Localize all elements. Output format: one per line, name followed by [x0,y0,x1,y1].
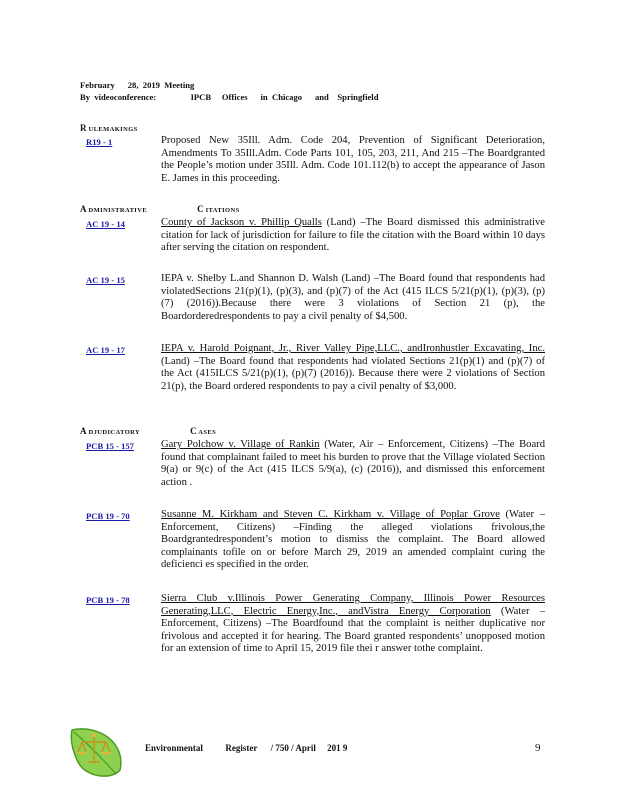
page-number: 9 [535,742,541,754]
entry-ac-19-14: County of Jackson v. Phillip Qualls (Land) –The Board dismissed this administrative citation for lack of jurisdiction for failure to file the citation with the Board within 10 days after serving the citation on respondent. [161,217,545,254]
case-link-pcb-19-70[interactable]: PCB 19 - 70 [86,511,130,521]
case-link-r19-1[interactable]: R19 - 1 [86,137,113,147]
entry-ac-19-17: IEPA v. Harold Poignant, Jr., River Valley Pipe,LLC., andIronhustler Excavating, Inc. (Land) –The Board found that respondents had violated Sections 21(p)(1) and (p)(7) of the Act (415ILCS 5/21(p)(1), (p)(7) (2016)). Because there were 2 violations of Section 21(p), the Board ordered respondents to pay a civil penalty of $3,000. [161,343,545,392]
entry-ac-19-15: IEPA v. Shelby L.and Shannon D. Walsh (Land) –The Board found that respondents had violatedSections 21(p)(1), (p)(3), and (p)(7) of the Act (415 ILCS 5/21(p)(1), (p)(3), (p)(7) (2016)).Because there were 3 violations of Section 21 (p), the Boardorderedrespondents to pay a civil penalty of $4,500. [161,273,545,322]
case-link-pcb-19-78[interactable]: PCB 19 - 78 [86,595,130,605]
section-adjudicatory-cases: A DJUDICATORY C ASES [80,426,217,436]
section-rulemakings: R ULEMAKINGS [80,123,138,133]
leaf-scale-logo-icon [66,722,128,780]
case-link-ac-19-15[interactable]: AC 19 - 15 [86,275,125,285]
case-link-ac-19-14[interactable]: AC 19 - 14 [86,219,125,229]
section-administrative-citations: A DMINISTRATIVE C ITATIONS [80,204,240,214]
entry-pcb-15-157: Gary Polchow v. Village of Rankin (Water, Air – Enforcement, Citizens) –The Board found that complainant failed to meet his burden to prove that the Village violated Section 9(a) or 9(c) of the Act (415 ILCS 5/9(a), (c) (2016)), and dismissed this enforcement action . [161,439,545,488]
meeting-location: By videoconference: IPCB Offices in Chicago and Springfield [80,92,379,102]
entry-r19-1: Proposed New 35Ill. Adm. Code 204, Prevention of Significant Deterioration, Amendments To 35Ill.Adm. Code Parts 101, 105, 203, 211, And 215 –The Boardgranted the People’s motion under 35Ill. Adm. Code 101.112(b) to accept the appearance of Jason E. James in this proceeding. [161,135,545,184]
entry-pcb-19-70: Susanne M. Kirkham and Steven C. Kirkham v. Village of Poplar Grove (Water –Enforcement, Citizens) –Finding the alleged violations frivolous,the Boardgrantedrespondent’s motion to dismiss the complaint. The Board allowed complainants tofile on or before March 29, 2019 an amended complaint curing the deficienci es specified in the order. [161,509,545,571]
case-link-ac-19-17[interactable]: AC 19 - 17 [86,345,125,355]
meeting-date: February 28, 2019 Meeting [80,80,195,90]
case-link-pcb-15-157[interactable]: PCB 15 - 157 [86,441,134,451]
entry-pcb-19-78: Sierra Club v.Illinois Power Generating Company, Illinois Power Resources Generating,LLC, Electric Energy,Inc., andVistra Energy Corporation (Water –Enforcement, Citizens) –The Boardfound that the complaint is neither duplicative nor frivolous and accepted it for hearing. The Board granted respondents’ unopposed motion for an extension of time to April 15, 2019 file thei r answer tothe complaint. [161,593,545,655]
meeting-header [80,79,520,103]
footer-register-info: Environmental Register / 750 / April 201 9 [145,743,348,753]
